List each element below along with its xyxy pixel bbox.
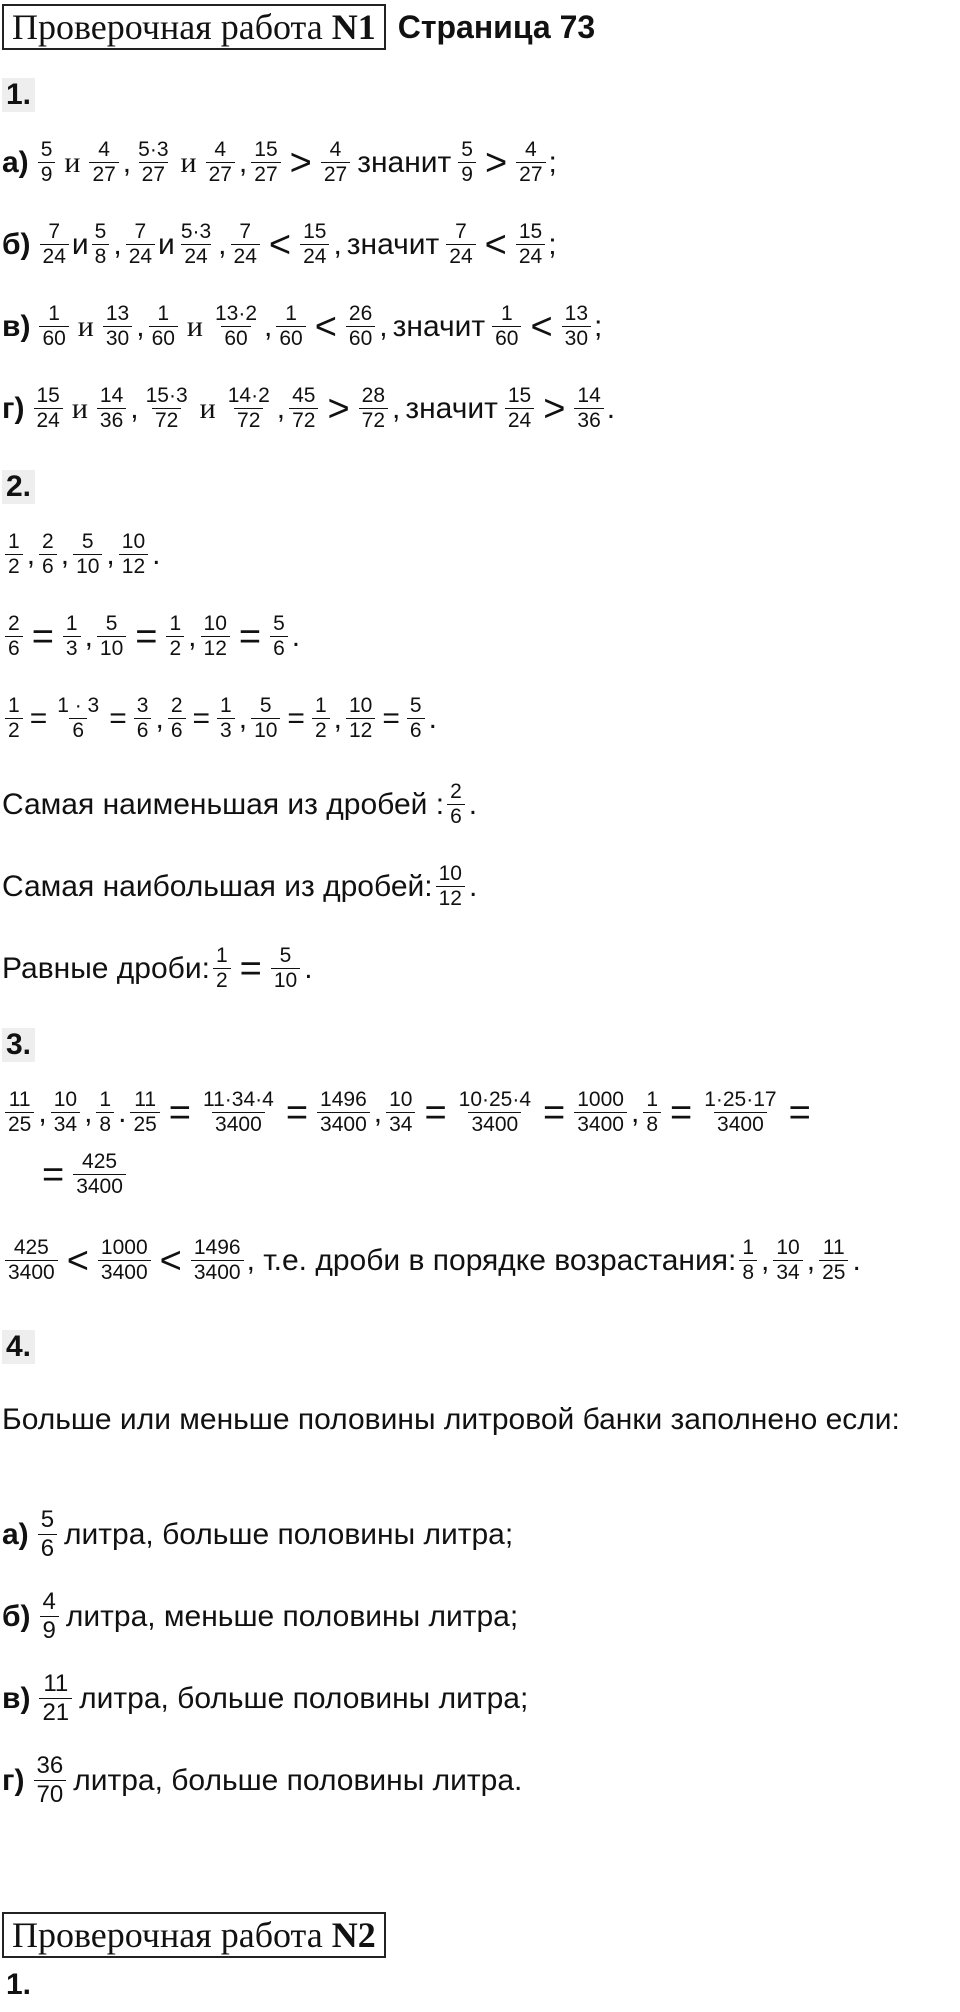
task4-item-b [2,1588,522,1645]
fraction: 1 60 [276,302,305,351]
fraction: 1 60 [149,302,178,351]
work-title: Проверочная работа [12,7,323,47]
task2-fraction-list: 1 2 , 2 6 , 5 10 , 10 12 . [2,530,161,579]
fraction: 5·3 24 [180,220,212,268]
fraction: 425 3400 [5,1236,58,1285]
fraction: $\frac{1}{3}$ [63,612,81,661]
fraction: $\frac{10}{12}$ [346,694,375,743]
fraction: $\frac{2}{6}$ [5,612,23,661]
fraction: 10 12 [119,530,148,579]
fraction: 1496 3400 [191,1236,244,1285]
fraction: 5 9 [458,138,476,187]
page-header [2,4,595,50]
greater-sign: > [484,141,508,184]
fraction: 5 8 [92,220,110,269]
fraction: 15 24 [516,220,545,269]
task2-largest: Самая наибольшая из дробей: 10 12 . [2,862,478,910]
fraction: 14·2 72 [227,384,270,432]
fraction: $\frac{11}{25}$ [130,1088,159,1137]
smallest-text: Самая наименьшая из дробей : [2,787,445,821]
and-word: и [71,227,89,261]
fraction: 5 6 [38,1506,57,1563]
task2-smallest: Самая наименьшая из дробей : 2 6 . [2,780,478,828]
then-word: знанит [357,145,452,179]
fraction: $\frac{5}{10}$ [97,612,126,661]
fraction: $\frac{5}{10}$ [271,944,300,993]
task2-common-denominator: $\frac{1}{2}$ = $\frac{1 \cdot 3}{6}$ = $\frac{3}{6}$ , $\frac{2}{6}$ = $\frac{1}{3}$ , $\frac{5}{10}$ = $\frac{1}{2}$ , $\frac{10}{12}$ = $\frac{5}{6}$ . [2,694,438,743]
fraction: 4 27 [89,138,118,187]
fraction: 15 24 [34,384,63,433]
fraction: $\frac{10\cdot 25\cdot 4}{3400}$ [458,1088,532,1136]
fraction: $\frac{1}{2}$ [213,944,231,993]
fraction: 4 27 [206,138,235,187]
item-label: в) [2,1681,31,1715]
fraction: $\frac{5}{6}$ [270,612,288,661]
fraction: $\frac{2}{6}$ [168,694,186,743]
page-label: Страница 73 [397,8,596,45]
fraction: 36 70 [34,1752,67,1809]
fraction: 45 72 [289,384,318,433]
task1-line-v: в) 1 60 и 13 30 , 1 60 и 13·2 60 , 1 60 < 26 60 , значит 1 60 < 13 30 ; [2,302,603,350]
then-word: значит [392,309,486,343]
fraction: $\frac{1}{2}$ [166,612,184,661]
fraction: 2 6 [39,530,57,579]
fraction: 14 36 [574,384,603,433]
item-label: б) [2,227,31,261]
fraction: $\frac{5}{6}$ [407,694,425,743]
fraction: $\frac{1}{2}$ [5,694,23,743]
fraction: 7 24 [40,220,69,269]
end-punct: ; [548,227,557,261]
fraction: 1 2 [5,530,23,579]
item-label: в) [2,309,31,343]
task2-equal: Равные дроби: $\frac{1}{2}$ = $\frac{5}{10}$ . [2,944,313,992]
task3-number: 3. [2,1028,35,1062]
work-title: Проверочная работа [12,1915,323,1955]
and-word: и [186,309,203,343]
next-task-number: 1. [6,1968,32,2001]
fraction: 28 72 [359,384,388,433]
fraction: 13 30 [103,302,132,351]
task3-line3: 425 3400 < 1000 3400 < 1496 3400 , т.е. дроби в порядке возрастания: 1 8 , 10 34 , 11 25 . [2,1236,862,1285]
fraction: 1 60 [492,302,521,351]
fraction: 11 25 [5,1088,34,1137]
fraction: $\frac{1 \cdot 3}{6}$ [57,694,100,742]
next-work-header [2,1912,386,1958]
fraction: $\frac{1\cdot 25\cdot 17}{3400}$ [704,1088,777,1136]
fraction: $\frac{10}{12}$ [201,612,230,661]
fraction: 10 12 [436,862,465,911]
and-word: и [180,145,197,179]
item-text: литра, больше половины литра; [79,1681,529,1715]
fraction: 14 36 [97,384,126,433]
fraction: 7 24 [126,220,155,269]
item-label: а) [2,1517,29,1551]
fraction: 1 8 [739,1236,757,1285]
task4-item-g [2,1752,526,1809]
task4-number: 4. [2,1330,35,1364]
equal-text: Равные дроби: [2,951,210,985]
item-text: литра, меньше половины литра; [65,1599,519,1633]
fraction: 4 27 [321,138,350,187]
and-word: и [199,391,216,425]
work-number: N2 [331,1915,376,1955]
item-label: а) [2,145,29,179]
item-text: литра, больше половины литра; [64,1517,514,1551]
fraction: 7 24 [446,220,475,269]
greater-sign: > [289,141,312,184]
task2-number: 2. [2,470,35,504]
fraction: 10 34 [51,1088,80,1137]
item-label: г) [2,391,25,425]
fraction: 4 27 [516,138,545,187]
item-label: б) [2,1599,31,1633]
task1-line-b: б) 7 24 и 5 8 , 7 24 и 5·3 24 , 7 24 < 15 24 , значит 7 24 < 15 24 ; [2,220,557,268]
fraction: 2 6 [447,780,465,829]
fraction: 15·3 72 [145,384,188,432]
fraction: 1 60 [39,302,68,351]
fraction: 15 24 [505,384,534,433]
greater-sign: > [327,387,350,430]
conclusion-text: , т.е. дроби в порядке возрастания: [246,1243,737,1277]
fraction: $\frac{1}{3}$ [217,694,235,743]
fraction: 1000 3400 [98,1236,151,1285]
fraction: 7 24 [231,220,260,269]
item-label: г) [2,1763,25,1797]
less-sign: < [314,305,337,348]
fraction: 1 8 [96,1088,114,1137]
fraction: 10 34 [773,1236,802,1285]
fraction: 5 9 [38,138,56,187]
fraction: 13 30 [562,302,591,351]
work-number: N1 [331,7,376,47]
fraction: 11 25 [819,1236,848,1285]
task4-question: Больше или меньше половины литровой банки заполнено если: [2,1403,900,1436]
end-punct: ; [594,309,603,343]
task1-line-a: а) 5 9 и 4 27 , 5·3 27 и 4 27 , 15 27 > 4 27 знанит 5 9 > 4 27 ; [2,138,557,186]
and-word: и [77,309,94,343]
fraction: $\frac{10}{34}$ [386,1088,415,1137]
fraction: 26 60 [346,302,375,351]
less-sign: < [484,223,507,266]
task3-line2: = $\frac{425}{3400}$ [36,1150,129,1199]
fraction: 15 24 [300,220,329,269]
task3-line1: 11 25 , 10 34 , 1 8 . $\frac{11}{25}$ = $\frac{11\cdot 34\cdot 4}{3400}$ = $\frac{1496}{3400}$ , $\frac{10}{34}$ = $\frac{10\cdot 25\cdot 4}{3400}$ = $\frac{1000}{3400}$ , $\frac{1}{8}$ = $\frac{1\cdot 25\cdot 17}{3400}$ = [2,1088,817,1137]
and-word: и [158,227,175,261]
and-word: и [71,391,88,425]
fraction: $\frac{3}{6}$ [134,694,152,743]
then-word: значит [346,227,440,261]
fraction: $\frac{1}{8}$ [643,1088,661,1137]
fraction: $\frac{5}{10}$ [251,694,280,743]
fraction: 15 27 [251,138,280,187]
fraction: 4 9 [40,1588,59,1645]
item-text: литра, больше половины литра. [73,1763,523,1797]
fraction: $\frac{1000}{3400}$ [574,1088,627,1137]
end-punct: ; [548,145,557,179]
fraction: $\frac{1496}{3400}$ [317,1088,370,1137]
and-word: и [64,145,81,179]
largest-text: Самая наибольшая из дробей: [2,869,433,903]
fraction: 5·3 27 [138,138,169,186]
work-title-box [2,1912,386,1958]
fraction: 5 10 [73,530,102,579]
task2-reductions: $\frac{2}{6}$ = $\frac{1}{3}$ , $\frac{5}{10}$ = $\frac{1}{2}$ , $\frac{10}{12}$ = $\frac{5}{6}$ . [2,612,301,661]
greater-sign: > [543,387,566,430]
less-sign: < [268,223,292,266]
end-punct: . [606,391,616,425]
task4-item-a [2,1506,517,1563]
fraction: 13·2 60 [214,302,258,350]
task1-line-g: г) 15 24 и 14 36 , 15·3 72 и 14·2 72 , 45 72 > 28 72 , значит 15 24 > 14 36 . [2,384,616,432]
task1-number: 1. [2,78,35,112]
fraction: $\frac{1}{2}$ [312,694,330,743]
fraction: $\frac{11\cdot 34\cdot 4}{3400}$ [203,1088,274,1136]
work-title-box [2,4,386,50]
task4-item-v [2,1670,532,1727]
less-sign: < [530,305,553,348]
then-word: значит [405,391,498,425]
fraction: 11 21 [39,1670,72,1727]
fraction: $\frac{425}{3400}$ [73,1150,126,1199]
